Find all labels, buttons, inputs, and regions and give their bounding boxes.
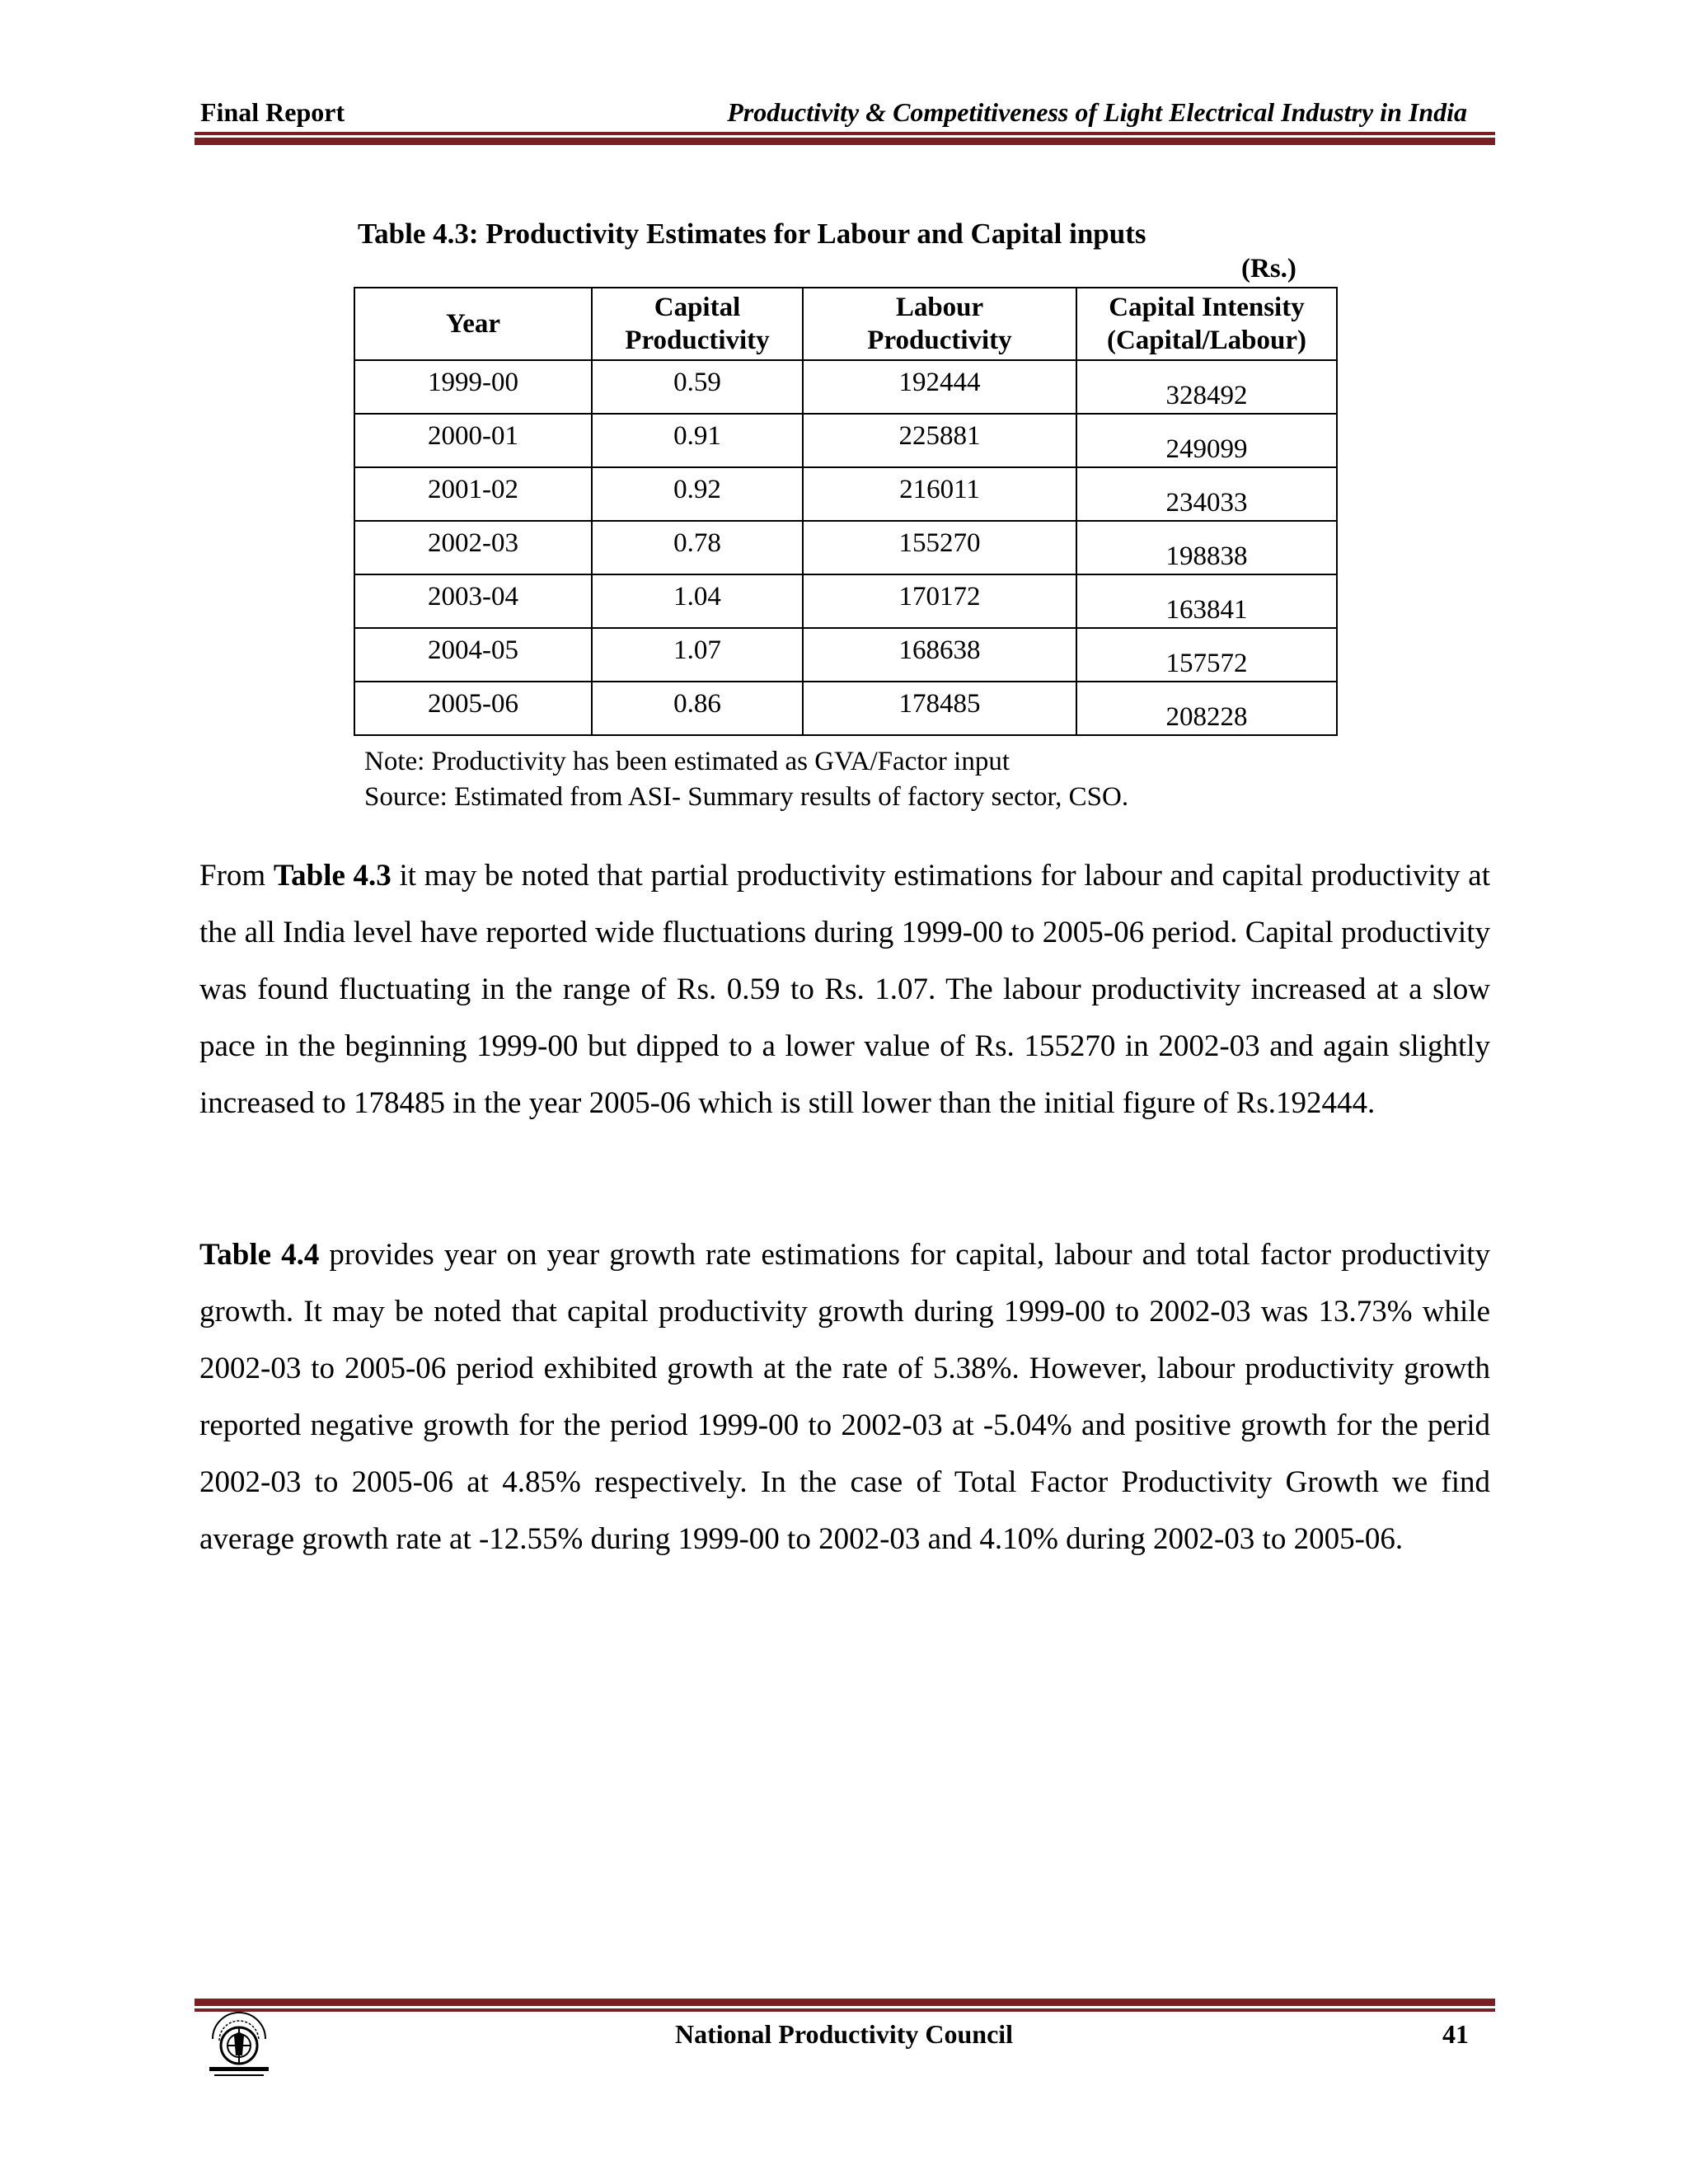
footer-organization: National Productivity Council [674,2019,1014,2049]
table-row [354,521,1337,574]
cell-labour-productivity: 225881 [803,414,1076,467]
table-unit: (Rs.) [1241,254,1296,284]
table-row [354,682,1337,735]
cell-capital-productivity: 0.86 [592,682,803,735]
bold-table-ref: Table 4.4 [199,1238,320,1272]
header-right-title: Productivity & Competitiveness of Light Electrical Industry in India [727,97,1467,127]
cell-labour-productivity: 216011 [803,467,1076,521]
table-row [354,414,1337,467]
cell-capital-intensity: 198838 [1076,521,1337,574]
productivity-table [354,287,1338,736]
col-header-capital-intensity: Capital Intensity (Capital/Labour) [1076,288,1337,360]
cell-year: 2001-02 [354,467,592,521]
cell-labour-productivity: 178485 [803,682,1076,735]
paragraph-table-4-4: Table 4.4 provides year on year growth rate estimations for capital, labour and total factor productivity growth. It may be noted that capital productivity growth during 1999-00 to 2002-03 was 13.73% while 2002-03 to 2005-06 period exhibited growth at the rate of 5.38%. However, labour productivity growth reported negative growth for the period 1999-00 to 2002-03 at -5.04% and positive growth for the perid 2002-03 to 2005-06 at 4.85% respectively. In the case of Total Factor Productivity Growth we find average growth rate at -12.55% during 1999-00 to 2002-03 and 4.10% during 2002-03 to 2005-06. [199,1238,1491,1556]
footer-rule-thin [195,2008,1495,2012]
cell-labour-productivity: 192444 [803,360,1076,414]
cell-year: 2005-06 [354,682,592,735]
cell-capital-productivity: 0.92 [592,467,803,521]
table-row [354,360,1337,414]
col-header-capital-productivity: Capital Productivity [592,288,803,360]
cell-year: 2000-01 [354,414,592,467]
header-left-title: Final Report [200,97,345,127]
cell-year: 2003-04 [354,574,592,628]
table-row [354,628,1337,682]
table-note: Note: Productivity has been estimated as GVA/Factor input [364,747,1010,776]
table-source: Source: Estimated from ASI- Summary results of factory sector, CSO. [364,782,1129,812]
table-row [354,467,1337,521]
cell-capital-intensity: 208228 [1076,682,1337,735]
cell-capital-productivity: 0.91 [592,414,803,467]
cell-capital-productivity: 0.78 [592,521,803,574]
cell-capital-productivity: 1.07 [592,628,803,682]
cell-labour-productivity: 168638 [803,628,1076,682]
bold-table-ref: Table 4.3 [273,859,392,893]
cell-capital-intensity: 234033 [1076,467,1337,521]
cell-capital-intensity: 157572 [1076,628,1337,682]
cell-capital-intensity: 249099 [1076,414,1337,467]
cell-labour-productivity: 170172 [803,574,1076,628]
cell-labour-productivity: 155270 [803,521,1076,574]
cell-capital-productivity: 0.59 [592,360,803,414]
header-rule-thick [195,138,1495,145]
cell-capital-intensity: 328492 [1076,360,1337,414]
col-header-year: Year [354,288,592,360]
cell-year: 2002-03 [354,521,592,574]
cell-year: 1999-00 [354,360,592,414]
col-header-labour-productivity: Labour Productivity [803,288,1076,360]
cell-capital-intensity: 163841 [1076,574,1337,628]
paragraph-table-4-3: From Table 4.3 it may be noted that partial productivity estimations for labour and capital productivity at the all India level have reported wide fluctuations during 1999-00 to 2005-06 period. Capital productivity was found fluctuating in the range of Rs. 0.59 to Rs. 1.07. The labour productivity increased at a slow pace in the beginning 1999-00 but dipped to a lower value of Rs. 155270 in 2002-03 and again slightly increased to 178485 in the year 2005-06 which is still lower than the initial figure of Rs.192444. [199,859,1490,1120]
footer-rule-thick [195,1999,1495,2006]
table-row [354,574,1337,628]
table-title: Table 4.3: Productivity Estimates for Labour and Capital inputs [358,218,1146,250]
page-number: 41 [1442,2019,1469,2049]
table-header-row [354,288,1337,360]
header-rule-thin [195,132,1495,135]
cell-capital-productivity: 1.04 [592,574,803,628]
cell-year: 2004-05 [354,628,592,682]
